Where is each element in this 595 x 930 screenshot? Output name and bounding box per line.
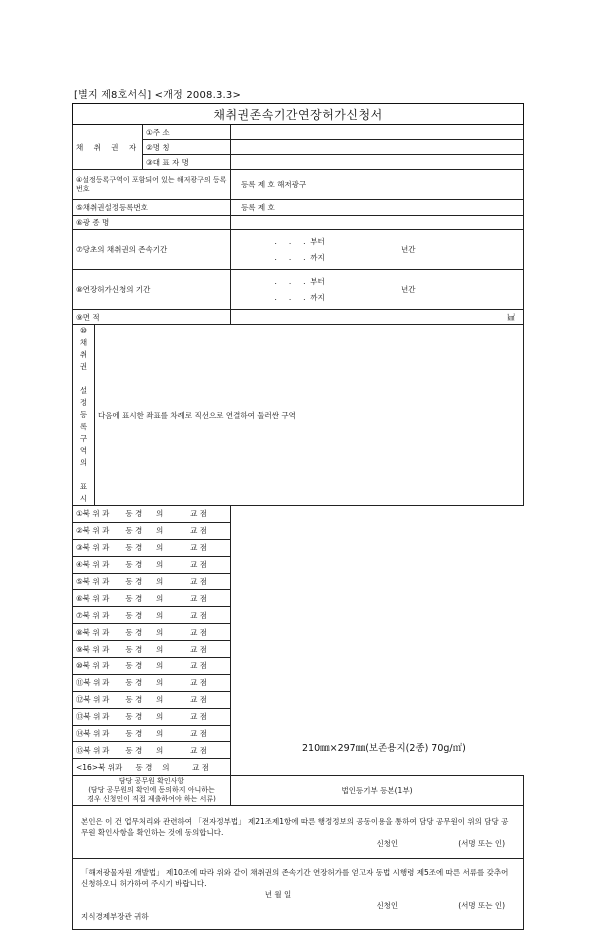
representative-field[interactable] (231, 155, 524, 170)
address-label: ①주 소 (143, 125, 231, 140)
area-label: ⑨면 적 (73, 310, 231, 325)
coord-lng-label: 동 경 (125, 543, 143, 553)
coord-lng-label: 동 경 (125, 678, 143, 688)
orig-period-field[interactable] (231, 230, 524, 270)
application-form (72, 103, 523, 930)
area-unit: ㎢ (507, 312, 516, 322)
registration-area-field[interactable]: 등록 제 호 해저광구 (231, 170, 524, 200)
coord-and: 과 (102, 627, 110, 637)
zone-row-cell[interactable] (73, 708, 231, 725)
zone-row (73, 759, 524, 776)
coord-and: 과 (102, 593, 110, 603)
coord-lng-label: 동 경 (125, 712, 143, 722)
zone-intro: 다음에 표시한 좌표를 차례로 직선으로 연결하여 둘러싼 구역 (95, 325, 524, 506)
addressee: 지식경제부장관 귀하 (81, 911, 149, 921)
coord-and: 과 (102, 678, 110, 688)
coord-of: 의 (155, 729, 164, 739)
coord-and: 과 (102, 577, 110, 586)
coord-intersection: 교 점 (190, 695, 207, 705)
coord-lat-label: <16>북 위 (76, 762, 115, 772)
coord-lat-label: ②북 위 (76, 526, 100, 536)
coord-intersection: 교 점 (190, 526, 207, 536)
zone-row-cell[interactable] (73, 506, 231, 523)
zone-row (73, 539, 524, 556)
zone-row (73, 607, 524, 624)
coord-intersection: 교 점 (190, 627, 207, 637)
ext-period-to: . . . 까지 (265, 292, 325, 302)
coord-lng-label: 동 경 (125, 745, 143, 755)
coord-of: 의 (155, 543, 164, 553)
orig-period-from: . . . 부터 (265, 236, 325, 246)
consent-sign-field[interactable]: (서명 또는 인) (458, 838, 506, 848)
coord-lat-label: ⑭북 위 (76, 729, 101, 739)
zone-row-cell[interactable] (73, 556, 231, 573)
zone-row (73, 641, 524, 658)
coord-and: 과 (115, 762, 123, 772)
orig-period-label: ⑦당초의 채취권의 존속기간 (73, 230, 231, 270)
zone-row (73, 708, 524, 725)
paper-spec: 210㎜×297㎜(보존용지(2종) 70g/㎡) (302, 743, 466, 754)
application-date[interactable]: 년 월 일 (264, 889, 292, 899)
zone-row-cell[interactable] (73, 522, 231, 539)
coord-intersection: 교 점 (190, 678, 207, 688)
coord-lng-label: 동 경 (125, 729, 143, 739)
coord-intersection: 교 점 (190, 543, 207, 553)
coord-of: 의 (155, 745, 164, 755)
coord-intersection: 교 점 (190, 644, 207, 654)
right-registration-label: ⑤채취권설정등록번호 (73, 200, 231, 216)
zone-side-label: ⑩ 채 취 권 설 정 등 록 구 역 의 표 시 (73, 325, 95, 506)
consent-text: 본인은 이 건 업무처리와 관련하여 「전자정부법」 제21조제1항에 따른 행정정보의 공동이용을 통하여 담당 공무원이 위의 담당 공무원 확인사항을 확인하는 것에 동의합니다. (81, 816, 509, 837)
coord-of: 의 (155, 577, 164, 586)
coord-lat-label: ①북 위 (76, 509, 100, 519)
zone-row (73, 573, 524, 590)
coord-lng-label: 동 경 (125, 610, 143, 620)
zone-row (73, 624, 524, 641)
coord-lng-label: 동 경 (125, 577, 143, 586)
coord-and: 과 (102, 509, 110, 519)
coord-of: 의 (155, 678, 164, 688)
consent-signer: 신청인 (376, 838, 399, 848)
right-registration-field[interactable]: 등록 제 호 (231, 200, 524, 216)
form-number-label: [별지 제8호서식] <개정 2008.3.3> (74, 90, 242, 101)
area-field[interactable] (231, 310, 524, 325)
verify-items-label: 담당 공무원 확인사항 (담당 공무원의 확인에 동의하지 아니하는 경우 신청인이 직접 제출하여야 하는 서류) (73, 776, 231, 806)
application-sign-field[interactable]: (서명 또는 인) (458, 900, 506, 910)
name-field[interactable] (231, 140, 524, 155)
ext-period-label: ⑧연장허가신청의 기간 (73, 270, 231, 310)
orig-period-years: 년간 (401, 244, 416, 254)
zone-row-cell[interactable] (73, 691, 231, 708)
mineral-label: ⑥광 종 명 (73, 216, 231, 230)
coord-lng-label: 동 경 (125, 627, 143, 637)
coord-lng-label: 동 경 (125, 509, 143, 519)
ext-period-from: . . . 부터 (265, 276, 325, 286)
coord-intersection: 교 점 (190, 509, 207, 519)
zone-row-cell[interactable] (73, 674, 231, 691)
address-field[interactable] (231, 125, 524, 140)
zone-row (73, 658, 524, 675)
coord-of: 의 (155, 661, 164, 671)
coord-and: 과 (102, 745, 110, 755)
name-label: ②명 칭 (143, 140, 231, 155)
coord-lat-label: ⑧북 위 (76, 627, 100, 637)
orig-period-to: . . . 까지 (265, 252, 325, 262)
zone-row-cell[interactable] (73, 658, 231, 675)
applicant-section-label: 채 취 권 자 (73, 125, 143, 170)
zone-row-cell[interactable] (73, 573, 231, 590)
coord-of: 의 (162, 762, 170, 772)
coord-lng-label: 동 경 (125, 695, 143, 705)
coord-intersection: 교 점 (190, 593, 207, 603)
coord-lng-label: 동 경 (125, 661, 143, 671)
coord-and: 과 (102, 729, 110, 739)
coord-and: 과 (102, 695, 110, 705)
zone-row-cell[interactable] (73, 607, 231, 624)
coord-of: 의 (155, 509, 164, 519)
zone-row-cell[interactable] (73, 641, 231, 658)
coord-lat-label: ⑥북 위 (76, 593, 100, 603)
coord-lat-label: ⑪북 위 (76, 678, 101, 688)
coord-and: 과 (102, 543, 110, 553)
consent-box (73, 806, 524, 859)
coord-lat-label: ⑫북 위 (76, 695, 101, 705)
coord-and: 과 (102, 661, 110, 671)
coord-and: 과 (102, 560, 110, 570)
zone-row-cell[interactable] (73, 742, 231, 759)
zone-row-cell[interactable] (73, 624, 231, 641)
ext-period-field[interactable] (231, 270, 524, 310)
coord-and: 과 (102, 712, 110, 722)
zone-row-cell[interactable] (73, 539, 231, 556)
coord-intersection: 교 점 (190, 661, 207, 671)
zone-row (73, 556, 524, 573)
coord-lat-label: ⑮북 위 (76, 745, 101, 755)
coord-and: 과 (102, 526, 110, 536)
coord-lng-label: 동 경 (125, 526, 143, 536)
coord-of: 의 (155, 712, 164, 722)
coord-and: 과 (102, 610, 110, 620)
zone-row-cell[interactable] (73, 590, 231, 607)
coord-intersection: 교 점 (190, 610, 207, 620)
zone-row (73, 522, 524, 539)
coord-lng-label: 동 경 (135, 762, 153, 772)
zone-row (73, 674, 524, 691)
coord-of: 의 (155, 627, 164, 637)
coord-intersection: 교 점 (190, 560, 207, 570)
application-signer: 신청인 (376, 900, 399, 910)
coord-of: 의 (155, 560, 164, 570)
coord-lng-label: 동 경 (125, 593, 143, 603)
registration-area-label: ④설정등록구역이 포함되어 있는 해저광구의 등록번호 (73, 170, 231, 200)
zone-row-cell[interactable] (73, 759, 231, 776)
coord-of: 의 (155, 526, 164, 536)
zone-row-cell[interactable] (73, 725, 231, 742)
coord-lat-label: ⑨북 위 (76, 644, 100, 654)
coord-of: 의 (155, 695, 164, 705)
coord-lat-label: ⑤북 위 (76, 577, 100, 586)
coord-intersection: 교 점 (190, 577, 207, 586)
zone-row (73, 506, 524, 523)
coord-of: 의 (155, 593, 164, 603)
coord-intersection: 교 점 (192, 762, 209, 772)
coord-intersection: 교 점 (190, 712, 207, 722)
coord-and: 과 (102, 644, 110, 654)
coord-intersection: 교 점 (190, 729, 207, 739)
coord-lat-label: ④북 위 (76, 560, 100, 570)
zone-row (73, 691, 524, 708)
coord-of: 의 (155, 610, 164, 620)
ext-period-years: 년간 (401, 284, 416, 294)
coord-lat-label: ⑬북 위 (76, 712, 101, 722)
verify-items-value: 법인등기부 등본(1부) (231, 776, 524, 806)
application-box (73, 859, 524, 930)
application-text: 「해저광물자원 개발법」 제10조에 따라 위와 같이 채취권의 존속기간 연장허가를 얻고자 동법 시행령 제5조에 따른 서류를 갖추어 신청하오니 허가하여 주시기 바랍니다. (81, 867, 509, 888)
mineral-field[interactable] (231, 216, 524, 230)
coord-lng-label: 동 경 (125, 644, 143, 654)
coord-lat-label: ⑦북 위 (76, 610, 100, 620)
form-title: 채취권존속기간연장허가신청서 (73, 104, 524, 125)
representative-label: ③대 표 자 명 (143, 155, 231, 170)
zone-row (73, 590, 524, 607)
coord-of: 의 (155, 644, 164, 654)
coord-lat-label: ③북 위 (76, 543, 100, 553)
coord-lng-label: 동 경 (125, 560, 143, 570)
coord-intersection: 교 점 (190, 745, 207, 755)
coord-lat-label: ⑩북 위 (76, 661, 100, 671)
